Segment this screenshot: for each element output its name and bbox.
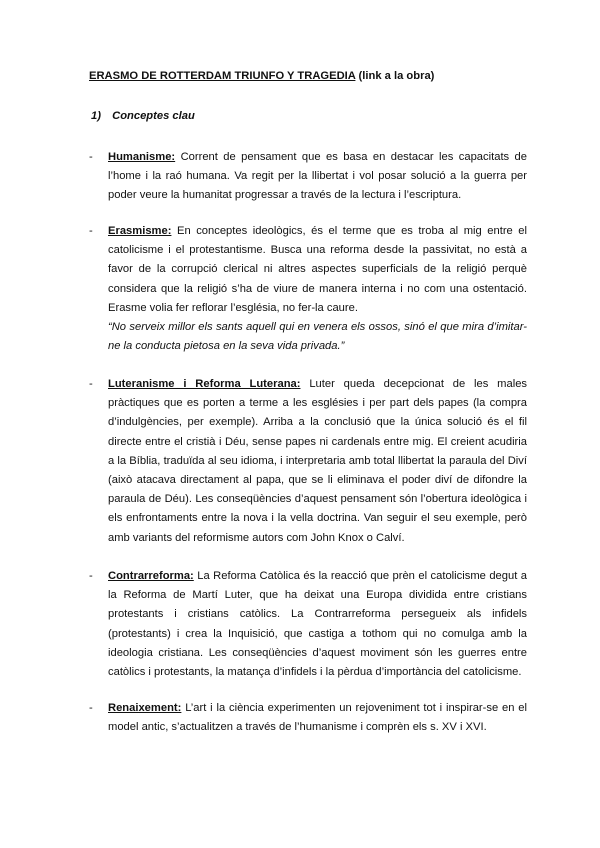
list-item-contrarreforma <box>89 567 527 682</box>
bullet-dash: - <box>89 702 93 714</box>
concept-term: Contrarreforma: <box>108 570 194 582</box>
bullet-dash: - <box>89 570 93 582</box>
document-title-text: ERASMO DE ROTTERDAM TRIUNFO Y TRAGEDIA <box>89 70 356 82</box>
concept-definition: L’art i la ciència experimenten un rejoveniment tot i inspirar-se en el model antic, s’actualitzen a través de l’humanisme i comprèn els s. XV i XVI. <box>108 702 527 734</box>
list-item-body <box>108 699 527 737</box>
section-heading <box>91 110 195 122</box>
list-item-luteranisme <box>89 375 527 548</box>
list-item-body <box>108 148 527 206</box>
document-title <box>89 70 434 82</box>
section-number: 1) <box>91 110 101 122</box>
list-item-renaixement <box>89 699 527 737</box>
list-item-erasmisme <box>89 222 527 356</box>
bullet-dash: - <box>89 151 93 163</box>
bullet-dash: - <box>89 225 93 237</box>
list-item-body <box>108 567 527 682</box>
work-link[interactable]: (link a la obra) <box>358 70 435 82</box>
concept-term: Erasmisme: <box>108 225 172 237</box>
concept-term: Luteranisme i Reforma Luterana: <box>108 378 301 390</box>
concept-term: Renaixement: <box>108 702 182 714</box>
bullet-dash: - <box>89 378 93 390</box>
concept-definition: Corrent de pensament que es basa en destacar les capacitats de l’home i la raó humana. Va regit per la llibertat i vol posar solució a la guerra per poder veure la humanitat progressar a través de la lectura i l’escriptura. <box>108 151 527 202</box>
section-title: Conceptes clau <box>112 110 195 122</box>
concept-definition: En conceptes ideològics, és el terme que es troba al mig entre el catolicisme i el protestantisme. Busca una reforma desde la passivitat, no està a favor de la corrupció clerical ni altres aspectes superficials de la religió perquè considera que la religió s’ha de viure de manera interna i no com una ostentació. Erasme volia fer reflorar l’església, no fer-la caure. <box>108 225 528 314</box>
list-item-body <box>108 222 527 356</box>
concept-definition: Luter queda decepcionat de les males pràctiques que es porten a terme a les esglésies i per part dels papes (la compra d’indulgències, per exemple). Arriba a la conclusió que la única solució és el fil directe entre el cristià i Déu, sense papes ni cardenals entre mig. El creient acudiria a la Bíblia, traduïda al seu idioma, i interpretaria amb total llibertat la paraula del Diví (això atacava directament al papa, que se li eliminava el poder diví de difondre la paraula de Déu). Les conseqüències d’aquest pensament són l’obertura ideològica i els enfrontaments entre la nova i la vella doctrina. Van seguir el seu exemple, però amb variants del reformisme autors com John Knox o Calví. <box>108 378 528 544</box>
erasmus-quote: “No serveix millor els sants aquell qui en venera els ossos, sinó el que mira d’imitar-ne la conducta pietosa en la seva vida privada.” <box>108 321 527 353</box>
concept-term: Humanisme: <box>108 151 176 163</box>
list-item-body <box>108 375 527 548</box>
list-item-humanisme <box>89 148 527 206</box>
concept-definition: La Reforma Catòlica és la reacció que prèn el catolicisme degut a la Reforma de Martí Luter, que ha deixat una Europa dividida entre cristians protestants i cristians catòlics. La Contrarreforma persegueix als infidels (protestants) i crea la Inquisició, que castiga a tothom qui no comulga amb la ideologia cristiana. Les conseqüències d’aquest moviment són les guerres entre catòlics i protestants, la matança d’infidels i la pèrdua d’importància del catolicisme. <box>108 570 527 679</box>
